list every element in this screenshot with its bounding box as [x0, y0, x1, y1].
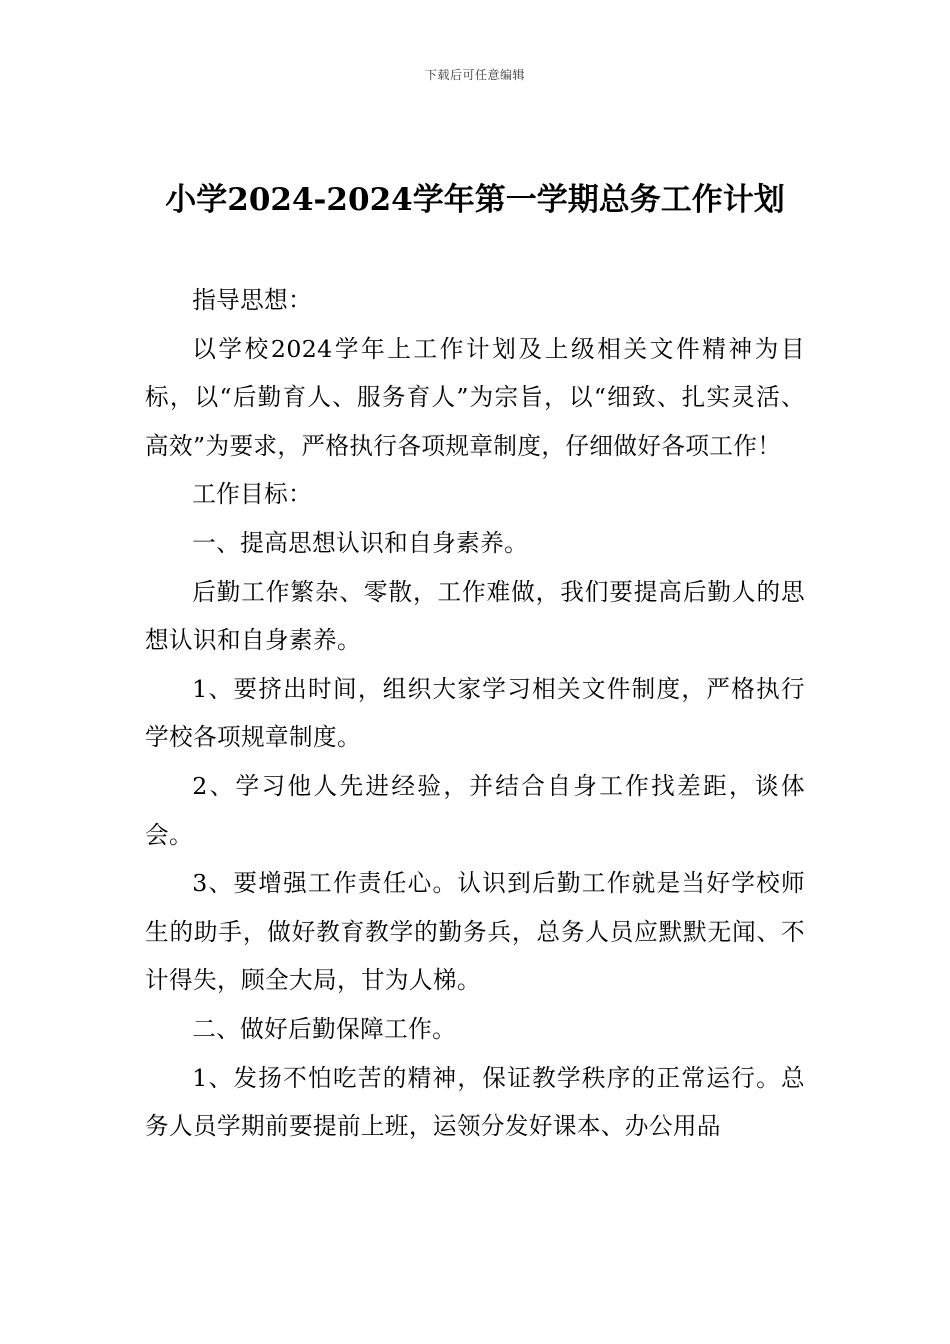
paragraph-item-1: 1、要挤出时间，组织大家学习相关文件制度，严格执行学校各项规章制度。 — [145, 674, 805, 752]
paragraph-item-2: 2、学习他人先进经验，并结合自身工作找差距，谈体会。 — [145, 771, 805, 849]
paragraph-section-two-item-1: 1、发扬不怕吃苦的精神，保证教学秩序的正常运行。总务人员学期前要提前上班，运领分发好课本、办公用品 — [145, 1063, 805, 1141]
paragraph-guiding-text: 以学校2024学年上工作计划及上级相关文件精神为目标，以“后勤育人、服务育人”为宗旨，以“细致、扎实灵活、高效”为要求，严格执行各项规章制度，仔细做好各项工作！ — [145, 334, 805, 460]
paragraph-guiding-heading: 指导思想： — [192, 286, 313, 314]
header-note: 下载后可任意编辑 — [424, 68, 525, 82]
document-title: 小学2024-2024学年第一学期总务工作计划 — [165, 182, 785, 218]
document-body — [145, 276, 805, 1151]
paragraph-section-one-intro: 后勤工作繁杂、零散，工作难做，我们要提高后勤人的思想认识和自身素养。 — [145, 577, 805, 655]
paragraph-section-one-heading: 一、提高思想认识和自身素养。 — [192, 528, 529, 557]
paragraph-item-3: 3、要增强工作责任心。认识到后勤工作就是当好学校师生的助手，做好教育教学的勤务兵，总务人员应默默无闻、不计得失，顾全大局，甘为人梯。 — [145, 869, 805, 995]
paragraph-section-two-heading: 二、做好后勤保障工作。 — [192, 1014, 457, 1043]
paragraph-goals-heading: 工作目标： — [192, 480, 313, 509]
